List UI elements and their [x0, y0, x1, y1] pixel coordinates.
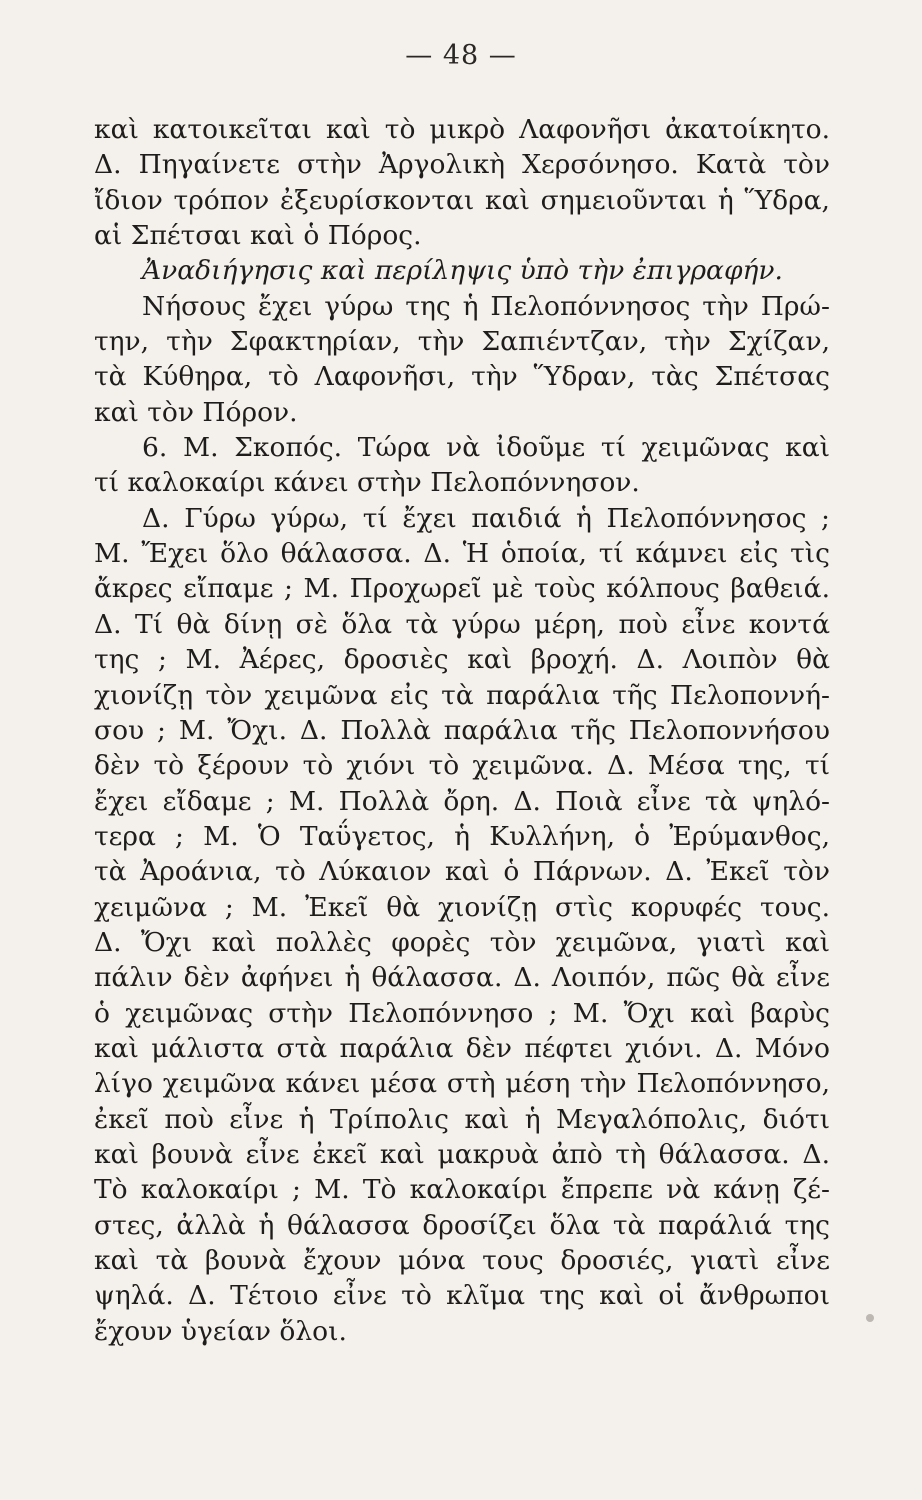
text-line: καὶ μάλιστα στὰ παράλια δὲν πέφτει χιόνι. Δ. Μόνο [94, 1032, 830, 1064]
text-line: καὶ κατοικεῖται καὶ τὸ μικρὸ Λαφονῆσι ἀκατοίκητο. [94, 114, 830, 145]
text-line: αἱ Σπέτσαι καὶ ὁ Πόρος. [94, 220, 422, 252]
text-line: τὰ Ἀροάνια, τὸ Λύκαιον καὶ ὁ Πάρνων. Δ. Ἐκεῖ τὸν [94, 856, 830, 888]
text-line: Δ. Τί θὰ δίνῃ σὲ ὅλα τὰ γύρω μέρη, ποὺ εἶνε κοντά [94, 608, 830, 640]
text-line: σου ; Μ. Ὄχι. Δ. Πολλὰ παράλια τῆς Πελοποννήσου [94, 714, 830, 746]
text-line: πάλιν δὲν ἀφήνει ἡ θάλασσα. Δ. Λοιπόν, πῶς θὰ εἶνε [94, 962, 830, 994]
text-line: ἄκρες εἴπαμε ; Μ. Προχωρεῖ μὲ τοὺς κόλπους βαθειά. [94, 573, 830, 605]
text-line: στες, ἀλλὰ ἡ θάλασσα δροσίζει ὅλα τὰ παράλιά της [94, 1209, 830, 1241]
body-text [94, 112, 830, 1349]
text-line: δὲν τὸ ξέρουν τὸ χιόνι τὸ χειμῶνα. Δ. Μέσα της, τί [94, 750, 830, 782]
text-line: Τὸ καλοκαίρι ; Μ. Τὸ καλοκαίρι ἔπρεπε νὰ κάνῃ ζέ- [94, 1174, 830, 1206]
section-heading-line: Ἀναδιήγησις καὶ περίληψις ὑπὸ τὴν ἐπιγραφήν. [142, 255, 783, 287]
text-line: χειμῶνα ; Μ. Ἐκεῖ θὰ χιονίζῃ στὶς κορυφές τους. [94, 891, 830, 923]
text-line: καὶ τὸν Πόρον. [94, 396, 298, 428]
text-line: καὶ τὰ βουνὰ ἔχουν μόνα τους δροσιές, γιατὶ εἶνε [94, 1245, 830, 1276]
text-line: τί καλοκαίρι κάνει στὴν Πελοπόννησον. [94, 467, 640, 499]
text-line: ὁ χειμῶνας στὴν Πελοπόννησο ; Μ. Ὄχι καὶ βαρὺς [94, 997, 830, 1029]
section-heading-line: 6. Μ. Σκοπός. Τώρα νὰ ἰδοῦμε τί χειμῶνας καὶ [142, 432, 830, 464]
text-line: Δ. Γύρω γύρω, τί ἔχει παιδιά ἡ Πελοπόννησος ; [142, 502, 830, 534]
text-line: την, τὴν Σφακτηρίαν, τὴν Σαπιέντζαν, τὴν Σχίζαν, [94, 326, 830, 358]
text-line: ψηλά. Δ. Τέτοιο εἶνε τὸ κλῖμα της καὶ οἱ ἄνθρωποι [94, 1280, 830, 1312]
text-line: Δ. Ὄχι καὶ πολλὲς φορὲς τὸν χειμῶνα, γιατὶ καὶ [94, 926, 830, 958]
text-line: της ; Μ. Ἀέρες, δροσιὲς καὶ βροχή. Δ. Λοιπὸν θὰ [94, 644, 830, 676]
text-line: Δ. Πηγαίνετε στὴν Ἀργολικὴ Χερσόνησο. Κατὰ τὸν [94, 149, 830, 181]
paper-spot [866, 1314, 874, 1322]
text-line: ἴδιον τρόπον ἐξευρίσκονται καὶ σημειοῦνται ἡ Ὕδρα, [94, 184, 830, 216]
text-line: τερα ; Μ. Ὁ Ταΰγετος, ἡ Κυλλήνη, ὁ Ἐρύμανθος, [94, 820, 830, 852]
text-line: τὰ Κύθηρα, τὸ Λαφονῆσι, τὴν Ὕδραν, τὰς Σπέτσας [94, 361, 830, 393]
page-number: — 48 — [405, 40, 517, 71]
text-line: ἔχει εἴδαμε ; Μ. Πολλὰ ὄρη. Δ. Ποιὰ εἶνε τὰ ψηλό- [94, 785, 830, 817]
text-line: Νήσους ἔχει γύρω της ἡ Πελοπόννησος τὴν Πρώ- [142, 290, 830, 322]
text-line: Μ. Ἔχει ὅλο θάλασσα. Δ. Ἡ ὁποία, τί κάμνει εἰς τὶς [94, 538, 830, 570]
text-line: λίγο χειμῶνα κάνει μέσα στὴ μέση τὴν Πελοπόννησο, [94, 1068, 830, 1100]
text-line: χιονίζῃ τὸν χειμῶνα εἰς τὰ παράλια τῆς Πελοποννή- [94, 679, 830, 711]
text-line: ἐκεῖ ποὺ εἶνε ἡ Τρίπολις καὶ ἡ Μεγαλόπολις, διότι [94, 1103, 830, 1135]
text-line: καὶ βουνὰ εἶνε ἐκεῖ καὶ μακρυὰ ἀπὸ τὴ θάλασσα. Δ. [94, 1138, 830, 1170]
text-line: ἔχουν ὑγείαν ὅλοι. [94, 1315, 347, 1347]
